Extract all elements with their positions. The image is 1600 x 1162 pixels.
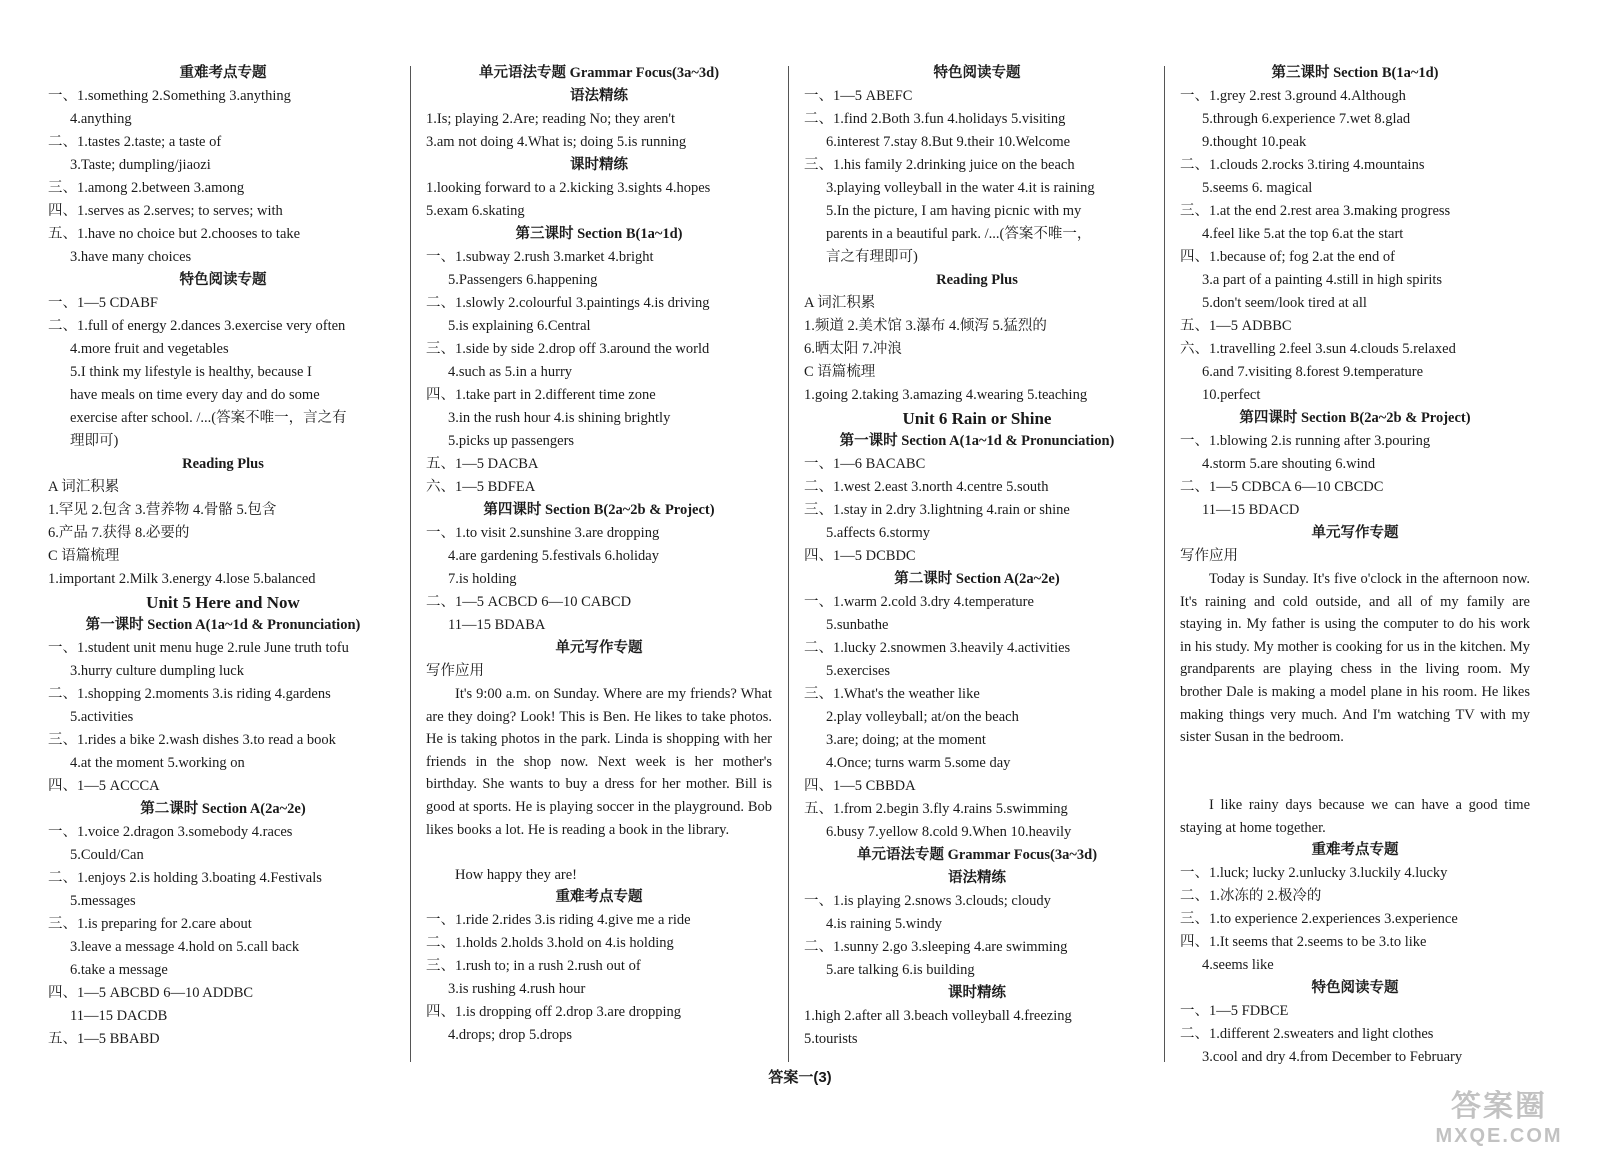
answer-line: 一、1.to visit 2.sunshine 3.are dropping: [426, 525, 660, 541]
answer-line: 五、1.have no choice but 2.chooses to take: [48, 226, 301, 242]
answer-line: 4.more fruit and vegetables: [70, 341, 229, 357]
answer-line: 二、1.find 2.Both 3.fun 4.holidays 5.visiting: [804, 111, 1066, 127]
answer-line: 3.Taste; dumpling/jiaozi: [70, 157, 211, 173]
answer-line: 5.is explaining 6.Central: [448, 318, 591, 334]
answer-line: 一、1.luck; lucky 2.unlucky 3.luckily 4.lucky: [1180, 865, 1448, 882]
answer-line: 一、1—5 FDBCE: [1180, 1003, 1289, 1020]
essay-paragraph: Today is Sunday. It's five o'clock in the afternoon now. It's raining and cold outside, and all of my family are staying in. My father is using the computer to do his work in his study. My mother is cooking for us in the kitchen. My grandparents are playing chess in the living room. My brother Dale is making a model plane in his room. He likes making things very much. And I'm watching TV with my sister Susan in the bedroom.: [1180, 571, 1530, 746]
answer-line: 4.drops; drop 5.drops: [448, 1027, 573, 1044]
answer-line: 5.picks up passengers: [448, 433, 575, 449]
column-divider: [1164, 66, 1165, 1062]
answer-line: 二、1.slowly 2.colourful 3.paintings 4.is driving: [426, 295, 710, 311]
answer-line: 4.feel like 5.at the top 6.at the start: [1202, 226, 1404, 242]
answer-line: 四、1.It seems that 2.seems to be 3.to like: [1180, 934, 1427, 951]
answer-line: 一、1.grey 2.rest 3.ground 4.Although: [1180, 88, 1406, 104]
answer-column-4: [1180, 62, 1530, 1069]
answer-line: 一、1.something 2.Something 3.anything: [48, 88, 291, 104]
answer-line: 4.are gardening 5.festivals 6.holiday: [448, 548, 659, 564]
section-heading: 第二课时 Section A(2a~2e): [140, 801, 306, 817]
answer-line: 9.thought 10.peak: [1202, 134, 1307, 150]
section-heading: Reading Plus: [182, 456, 264, 472]
answer-line: 3.playing volleyball in the water 4.it is raining: [826, 180, 1095, 196]
answer-line: 5.through 6.experience 7.wet 8.glad: [1202, 111, 1411, 127]
answer-line: 五、1—5 ADBBC: [1180, 318, 1292, 334]
answer-line: 五、1—5 DACBA: [426, 456, 539, 472]
unit-title: Unit 5 Here and Now: [146, 593, 300, 612]
answer-line: exercise after school. /...(答案不唯一，言之有: [70, 410, 347, 426]
essay-paragraph: How happy they are!: [455, 866, 577, 883]
answer-line: 一、1.warm 2.cold 3.dry 4.temperature: [804, 594, 1034, 610]
answer-line: 三、1.at the end 2.rest area 3.making progress: [1180, 203, 1451, 219]
answer-line: 10.perfect: [1202, 387, 1261, 403]
essay-paragraph: It's 9:00 a.m. on Sunday. Where are my friends? What are they doing? Look! This is Ben. He likes to take photos. He is taking photos in the park. Linda is shopping with her friends in the shop now. Next week is her mother's birthday. She wants to buy a dress for her mother. Bill is good at sports. He is playing soccer in the playground. Bob likes books a lot. He is reading a book in the library.: [426, 686, 772, 838]
answer-line: 6.晒太阳 7.冲浪: [804, 341, 902, 357]
answer-line: 二、1.full of energy 2.dances 3.exercise very often: [48, 318, 346, 334]
answer-line: 2.play volleyball; at/on the beach: [826, 709, 1019, 725]
answer-line: 四、1.take part in 2.different time zone: [426, 387, 656, 403]
answer-line: 五、1.from 2.begin 3.fly 4.rains 5.swimming: [804, 801, 1068, 817]
answer-line: 三、1.stay in 2.dry 3.lightning 4.rain or shine: [804, 502, 1070, 518]
answer-line: 理即可): [70, 433, 119, 449]
section-heading: 课时精练: [948, 985, 1006, 1001]
answer-line: 一、1—5 CDABF: [48, 295, 158, 311]
section-heading: 第二课时 Section A(2a~2e): [894, 571, 1060, 587]
essay-paragraph: I like rainy days because we can have a good time staying at home together.: [1180, 797, 1530, 836]
answer-line: 三、1.What's the weather like: [804, 686, 980, 702]
answer-line: 4.at the moment 5.working on: [70, 755, 245, 771]
answer-line: 二、1.west 2.east 3.north 4.centre 5.south: [804, 479, 1049, 495]
answer-line: 一、1.blowing 2.is running after 3.pouring: [1180, 433, 1431, 449]
answer-line: 五、1—5 BBABD: [48, 1031, 160, 1047]
answer-line: 一、1.voice 2.dragon 3.somebody 4.races: [48, 824, 293, 840]
answer-line: 四、1.serves as 2.serves; to serves; with: [48, 203, 283, 219]
answer-line: 一、1.subway 2.rush 3.market 4.bright: [426, 249, 654, 265]
answer-line: parents in a beautiful park. /...(答案不唯一，: [826, 226, 1092, 242]
watermark-text: 答案圈: [1451, 1090, 1547, 1123]
section-heading: 特色阅读专题: [1311, 980, 1399, 997]
section-heading: 语法精练: [570, 88, 628, 104]
answer-line: 三、1.rush to; in a rush 2.rush out of: [426, 958, 641, 975]
answer-line: 四、1.is dropping off 2.drop 3.are dropping: [426, 1004, 682, 1021]
section-heading: 特色阅读专题: [933, 65, 1021, 81]
answer-line: 5.affects 6.stormy: [826, 525, 931, 541]
answer-line: 一、1—6 BACABC: [804, 456, 926, 472]
answer-line: 三、1.his family 2.drinking juice on the beach: [804, 157, 1075, 173]
answer-line: 二、1—5 ACBCD 6—10 CABCD: [426, 594, 632, 610]
answer-line: 4.anything: [70, 111, 132, 127]
answer-line: 1.罕见 2.包含 3.营养物 4.骨骼 5.包含: [48, 502, 277, 518]
answer-line: 6.interest 7.stay 8.But 9.their 10.Welcome: [826, 134, 1071, 150]
answer-line: 二、1.lucky 2.snowmen 3.heavily 4.activities: [804, 640, 1071, 656]
answer-line: 二、1.sunny 2.go 3.sleeping 4.are swimming: [804, 939, 1068, 955]
answer-line: 1.going 2.taking 3.amazing 4.wearing 5.teaching: [804, 387, 1088, 403]
answer-line: 一、1—5 ABEFC: [804, 88, 913, 104]
section-heading: 单元语法专题 Grammar Focus(3a~3d): [856, 847, 1098, 863]
answer-line: 5.Could/Can: [70, 847, 144, 863]
answer-line: 六、1.travelling 2.feel 3.sun 4.clouds 5.relaxed: [1180, 341, 1456, 357]
answer-line: have meals on time every day and do some: [70, 387, 320, 403]
answer-line: 5.are talking 6.is building: [826, 962, 975, 978]
answer-line: 三、1.to experience 2.experiences 3.experience: [1180, 911, 1458, 928]
answer-line: 6.产品 7.获得 8.必要的: [48, 525, 190, 541]
section-heading: 第四课时 Section B(2a~2b & Project): [483, 502, 715, 518]
answer-line: 二、1.holds 2.holds 3.hold on 4.is holding: [426, 935, 674, 952]
answer-line: 六、1—5 BDFEA: [426, 479, 536, 495]
site-watermark-logo: [1428, 1090, 1570, 1154]
answer-line: 7.is holding: [448, 571, 517, 587]
answer-line: 6.and 7.visiting 8.forest 9.temperature: [1202, 364, 1424, 380]
answer-line: 1.频道 2.美术馆 3.瀑布 4.倾泻 5.猛烈的: [804, 318, 1047, 334]
answer-line: 三、1.side by side 2.drop off 3.around the world: [426, 341, 710, 357]
answer-line: 3.hurry culture dumpling luck: [70, 663, 244, 679]
column-divider: [410, 66, 411, 1062]
section-heading: 单元语法专题 Grammar Focus(3a~3d): [478, 65, 720, 81]
answer-line: 3.cool and dry 4.from December to February: [1202, 1049, 1463, 1066]
section-heading: Reading Plus: [936, 272, 1018, 288]
answer-line: 一、1.is playing 2.snows 3.clouds; cloudy: [804, 893, 1051, 909]
section-heading: 第三课时 Section B(1a~1d): [1271, 65, 1439, 81]
answer-column-3: [804, 62, 1150, 1051]
answer-line: 写作应用: [426, 663, 484, 679]
answer-line: 3.are; doing; at the moment: [826, 732, 986, 748]
watermark-url: MXQE.COM: [1435, 1125, 1563, 1147]
answer-line: 11—15 BDABA: [448, 617, 546, 633]
section-heading: 重难考点专题: [555, 889, 643, 906]
answer-line: 3.a part of a painting 4.still in high spirits: [1202, 272, 1443, 288]
answer-line: 5.exam 6.skating: [426, 203, 525, 219]
section-heading: 特色阅读专题: [179, 272, 267, 288]
answer-line: 二、1.different 2.sweaters and light clothes: [1180, 1026, 1434, 1043]
answer-column-2: [426, 62, 772, 1047]
answer-line: 5.exercises: [826, 663, 891, 679]
answer-line: 5.seems 6. magical: [1202, 180, 1313, 196]
answer-line: 11—15 DACDB: [70, 1008, 168, 1024]
answer-line: 二、1.enjoys 2.is holding 3.boating 4.Festivals: [48, 870, 322, 886]
answer-line: 5.don't seem/look tired at all: [1202, 295, 1367, 311]
answer-line: 3.have many choices: [70, 249, 192, 265]
answer-column-1: [48, 62, 398, 1051]
answer-line: 6.busy 7.yellow 8.cold 9.When 10.heavily: [826, 824, 1072, 840]
answer-line: 3.in the rush hour 4.is shining brightly: [448, 410, 671, 426]
answer-line: 4.seems like: [1202, 957, 1274, 974]
answer-line: 二、1.tastes 2.taste; a taste of: [48, 134, 222, 150]
answer-line: 四、1—5 DCBDC: [804, 548, 916, 564]
column-divider: [788, 66, 789, 1062]
answer-line: 4.storm 5.are shouting 6.wind: [1202, 456, 1376, 472]
answer-line: 5.Passengers 6.happening: [448, 272, 598, 288]
answer-line: 一、1.student unit menu huge 2.rule June truth tofu: [48, 640, 349, 656]
answer-line: 言之有理即可): [826, 249, 918, 265]
answer-line: 5.sunbathe: [826, 617, 889, 633]
answer-line: 6.take a message: [70, 962, 168, 978]
answer-line: 写作应用: [1180, 548, 1238, 564]
answer-line: 1.looking forward to a 2.kicking 3.sights 4.hopes: [426, 180, 711, 196]
unit-title: Unit 6 Rain or Shine: [902, 409, 1052, 428]
section-heading: 第一课时 Section A(1a~1d & Pronunciation): [839, 433, 1115, 449]
answer-line: 三、1.is preparing for 2.care about: [48, 916, 252, 932]
section-heading: 单元写作专题: [1311, 525, 1399, 541]
section-heading: 第一课时 Section A(1a~1d & Pronunciation): [85, 617, 361, 633]
answer-line: 四、1.because of; fog 2.at the end of: [1180, 249, 1396, 265]
answer-line: 3.is rushing 4.rush hour: [448, 981, 586, 998]
answer-line: C 语篇梳理: [48, 548, 120, 564]
answer-line: 5.I think my lifestyle is healthy, because I: [70, 364, 312, 380]
answer-line: A 词汇积累: [48, 479, 120, 495]
answer-line: 二、1.clouds 2.rocks 3.tiring 4.mountains: [1180, 157, 1425, 173]
section-heading: 单元写作专题: [555, 640, 643, 656]
section-heading: 第三课时 Section B(1a~1d): [515, 226, 683, 242]
answer-line: 5.messages: [70, 893, 136, 909]
answer-line: 5.activities: [70, 709, 134, 725]
page-footer: 答案一(3): [768, 1069, 832, 1086]
answer-line: C 语篇梳理: [804, 364, 876, 380]
answer-line: A 词汇积累: [804, 295, 876, 311]
answer-line: 一、1.ride 2.rides 3.is riding 4.give me a ride: [426, 912, 691, 929]
answer-line: 四、1—5 CBBDA: [804, 778, 916, 794]
answer-line: 1.important 2.Milk 3.energy 4.lose 5.balanced: [48, 571, 316, 587]
answer-line: 1.Is; playing 2.Are; reading No; they aren't: [426, 111, 676, 127]
answer-line: 4.Once; turns warm 5.some day: [826, 755, 1011, 771]
answer-line: 四、1—5 ACCCA: [48, 778, 160, 794]
answer-line: 二、1.shopping 2.moments 3.is riding 4.gardens: [48, 686, 331, 702]
answer-line: 3.am not doing 4.What is; doing 5.is running: [426, 134, 687, 150]
answer-line: 二、1.冰冻的 2.极冷的: [1180, 888, 1322, 905]
answer-line: 二、1—5 CDBCA 6—10 CBCDC: [1180, 479, 1384, 495]
answer-line: 5.tourists: [804, 1031, 858, 1047]
answer-line: 4.is raining 5.windy: [826, 916, 942, 932]
section-heading: 语法精练: [948, 870, 1006, 886]
answer-line: 3.leave a message 4.hold on 5.call back: [70, 939, 300, 955]
section-heading: 重难考点专题: [1311, 842, 1399, 859]
section-heading: 课时精练: [570, 157, 628, 173]
answer-line: 三、1.among 2.between 3.among: [48, 180, 245, 196]
section-heading: 第四课时 Section B(2a~2b & Project): [1239, 410, 1471, 426]
answer-line: 4.such as 5.in a hurry: [448, 364, 573, 380]
answer-line: 11—15 BDACD: [1202, 502, 1300, 518]
section-heading: 重难考点专题: [179, 65, 267, 81]
answer-line: 三、1.rides a bike 2.wash dishes 3.to read a book: [48, 732, 336, 748]
answer-line: 四、1—5 ABCBD 6—10 ADDBC: [48, 985, 254, 1001]
answer-line: 5.In the picture, I am having picnic with my: [826, 203, 1082, 219]
answer-line: 1.high 2.after all 3.beach volleyball 4.freezing: [804, 1008, 1072, 1024]
